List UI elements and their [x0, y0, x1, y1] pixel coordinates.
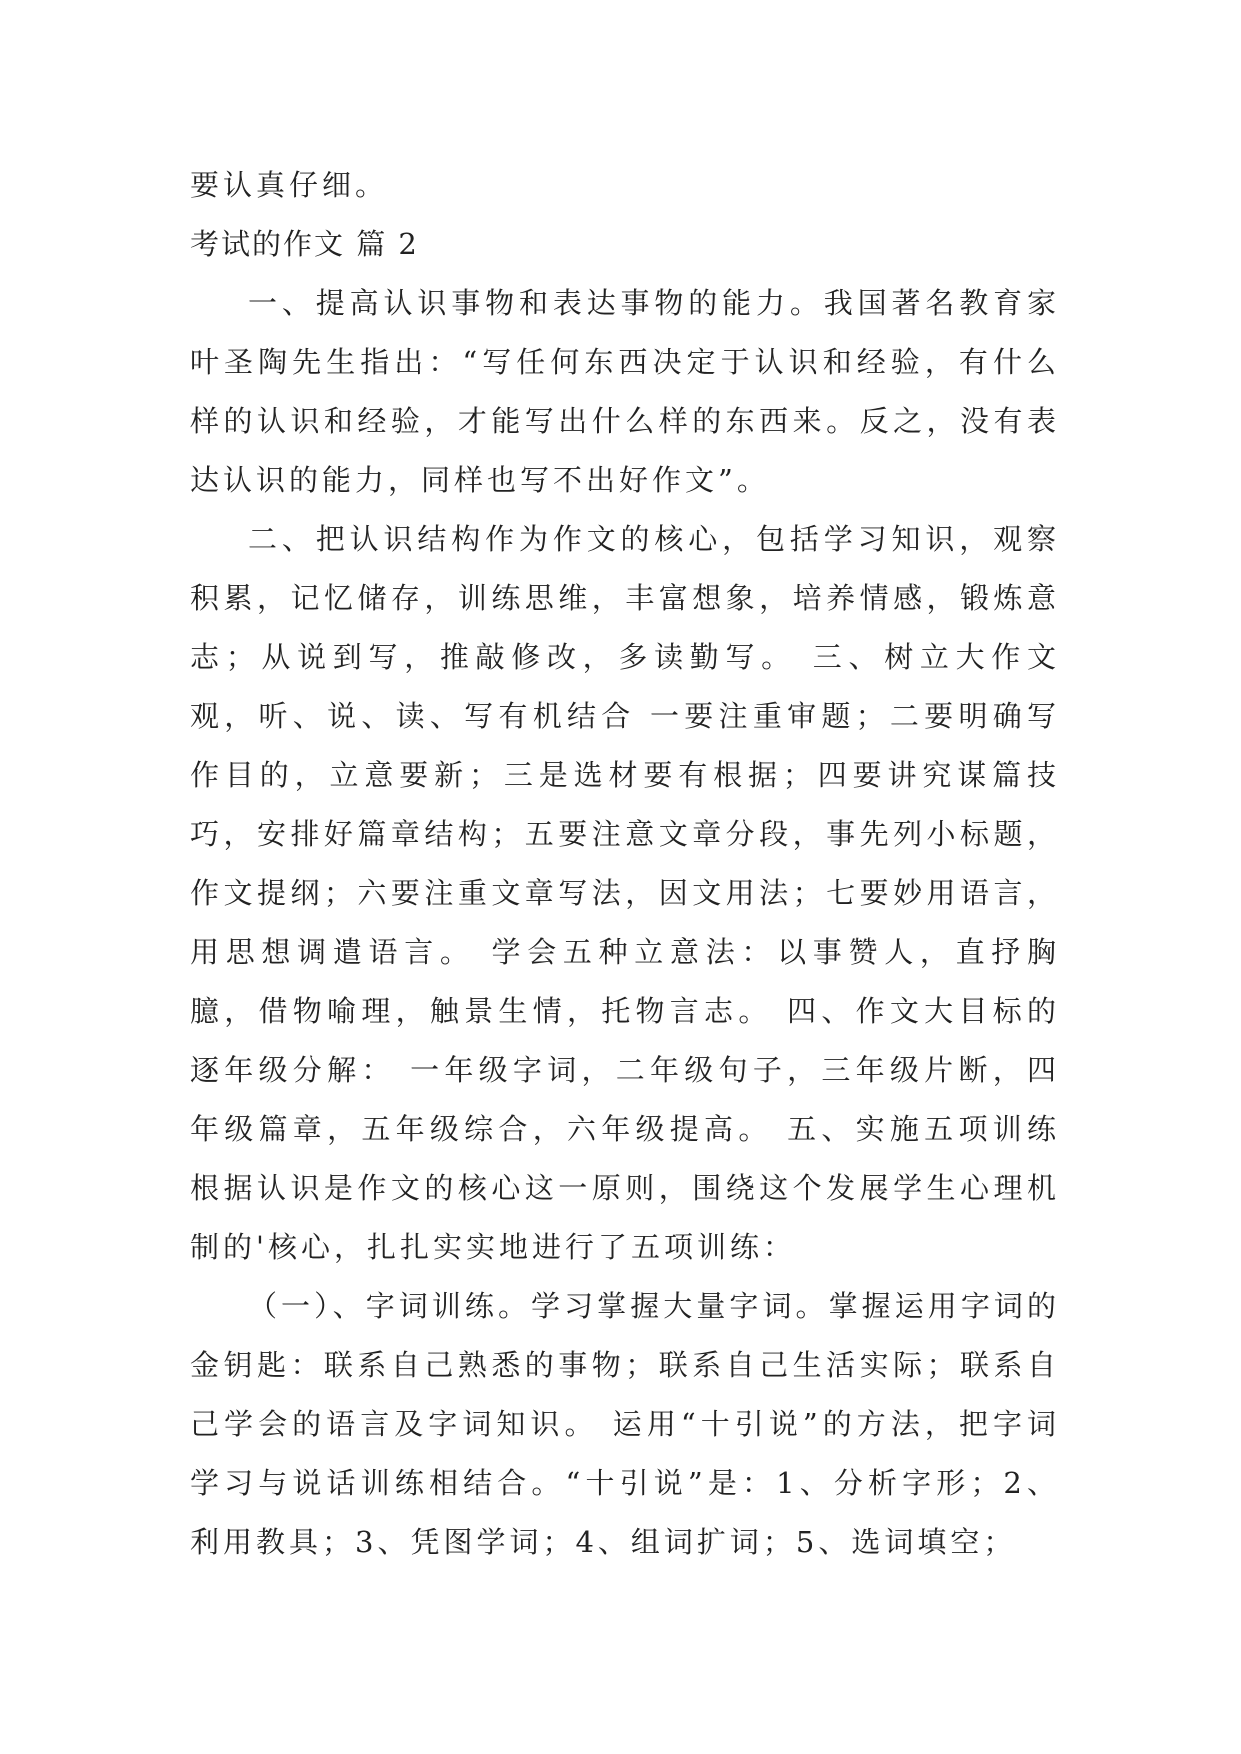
document-page	[190, 156, 1060, 1572]
paragraph-3: （一）、字词训练。学习掌握大量字词。掌握运用字词的金钥匙：联系自己熟悉的事物；联系自己生活实际；联系自己学会的语言及字词知识。 运用“十引说”的方法，把字词学习与说话训练相结合。“十引说”是：1、分析字形；2、利用教具；3、凭图学词；4、组词扩词；5、选词填空；	[190, 1289, 1060, 1559]
lead-line: 要认真仔细。	[190, 168, 389, 202]
section-title: 考试的作文 篇 2	[190, 227, 419, 261]
paragraph-1: 一、提高认识事物和表达事物的能力。我国著名教育家叶圣陶先生指出：“写任何东西决定于认识和经验，有什么样的认识和经验，才能写出什么样的东西来。反之，没有表达认识的能力，同样也写不出好作文”。	[190, 286, 1060, 497]
paragraph-2: 二、把认识结构作为作文的核心，包括学习知识，观察积累，记忆储存，训练思维，丰富想象，培养情感，锻炼意志；从说到写，推敲修改，多读勤写。 三、树立大作文观，听、说、读、写有机结合 一要注重审题；二要明确写作目的，立意要新；三是选材要有根据；四要讲究谋篇技巧，安排好篇章结构；五要注意文章分段，事先列小标题，作文提纲；六要注重文章写法，因文用法；七要妙用语言，用思想调遣语言。 学会五种立意法：以事赞人，直抒胸臆，借物喻理，触景生情，托物言志。 四、作文大目标的逐年级分解： 一年级字词，二年级句子，三年级片断，四年级篇章，五年级综合，六年级提高。 五、实施五项训练 根据认识是作文的核心这一原则，围绕这个发展学生心理机制的'核心，扎扎实实地进行了五项训练：	[190, 522, 1060, 1264]
